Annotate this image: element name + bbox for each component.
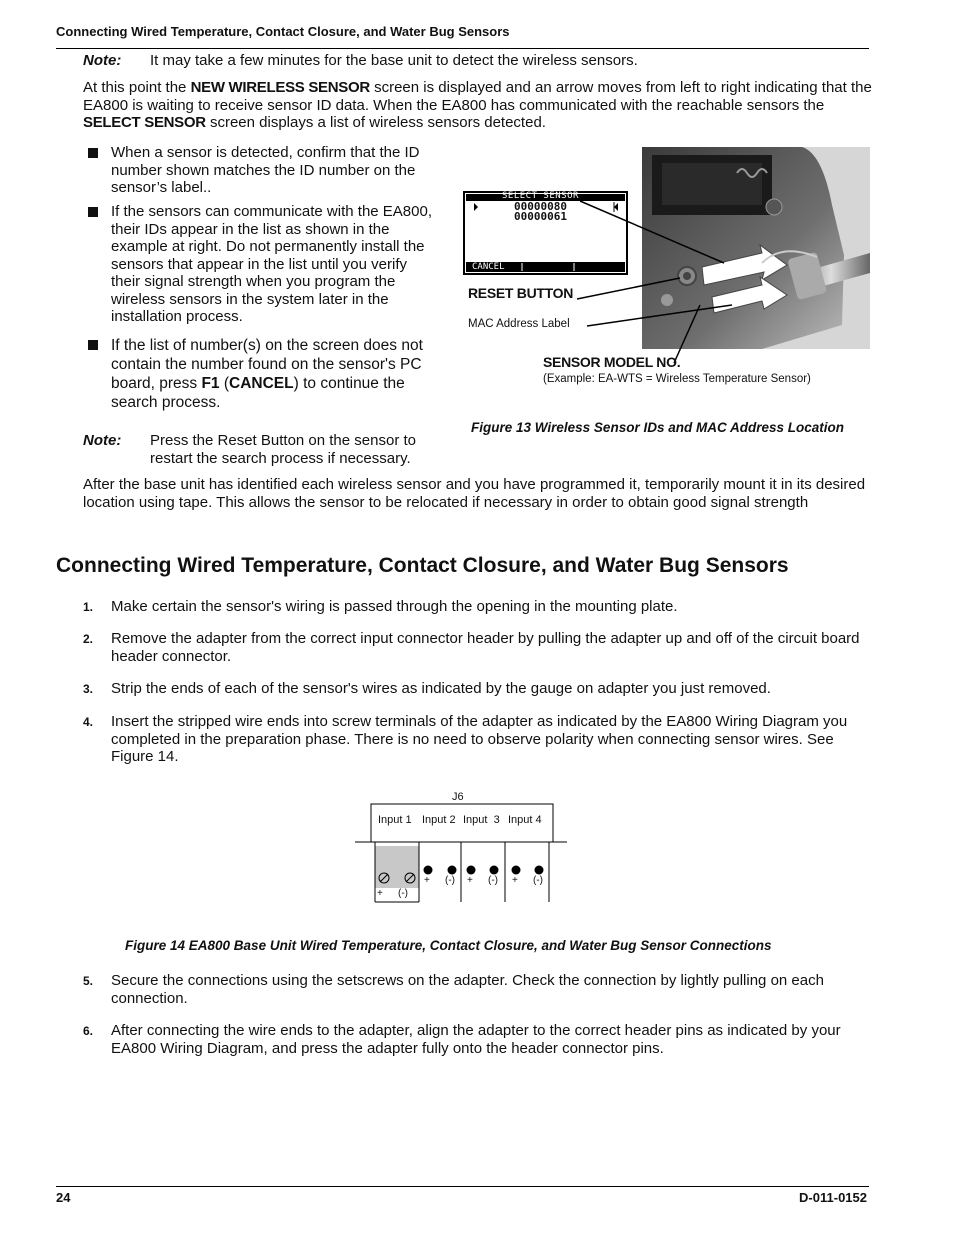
intro-paragraph: At this point the NEW WIRELESS SENSOR screen is displayed and an arrow moves from left to right indicating that the EA800 is waiting to receive sensor ID data. When the EA800 has communicated with the reachable sensors the SELECT SENSOR screen displays a list of wireless sensors detected. [83, 79, 872, 131]
input-label: Input 1 [378, 814, 412, 826]
sensor-model-label: SENSOR MODEL NO. [543, 354, 681, 370]
lcd-id: 00000061 [514, 210, 567, 223]
step-item: 2. Remove the adapter from the correct input connector header by pulling the adapter up and off of the circuit board header connector. [83, 630, 860, 665]
minus-label: (-) [488, 875, 498, 886]
figure-14-caption: Figure 14 EA800 Base Unit Wired Temperature, Contact Closure, and Water Bug Sensor Connections [125, 938, 772, 953]
step-item: 1. Make certain the sensor's wiring is passed through the opening in the mounting plate. [83, 598, 678, 615]
minus-label: (-) [533, 875, 543, 886]
note-text: Press the Reset Button on the sensor to restart the search process if necessary. [150, 432, 416, 467]
plus-label: + [512, 875, 518, 886]
bullet-item: When a sensor is detected, confirm that the ID number shown matches the ID number on the sensor’s label.. [88, 144, 438, 197]
bullet-marker [88, 148, 98, 158]
step-item: 3. Strip the ends of each of the sensor's wires as indicated by the gauge on adapter you just removed. [83, 680, 771, 697]
bullet-item: If the list of number(s) on the screen does not contain the number found on the sensor's PC board, press F1 (CANCEL) to continue the search process. [88, 336, 438, 412]
figure-14-connector-diagram [355, 788, 570, 908]
step-item: 4. Insert the stripped wire ends into screw terminals of the adapter as indicated by the EA800 Wiring Diagram you completed in the preparation phase. There is no need to observe polarity when connecting sensor wires. See Figure 14. [83, 713, 848, 765]
input-label: Input 4 [508, 814, 542, 826]
note-label: Note: [83, 52, 122, 69]
paragraph: After the base unit has identified each wireless sensor and you have programmed it, temporarily mount it in its desired location using tape. This allows the sensor to be relocated if necessary in order to obtain good signal strength [83, 476, 866, 511]
figure-13 [462, 145, 872, 405]
step-item: 5. Secure the connections using the setscrews on the adapter. Check the connection by lightly pulling on each connection. [83, 972, 824, 1007]
connector-label: J6 [452, 791, 464, 803]
reset-button-label: RESET BUTTON [468, 285, 574, 301]
minus-label: (-) [398, 888, 408, 899]
lcd-id: 00000080 [514, 200, 567, 213]
figure-13-caption: Figure 13 Wireless Sensor IDs and MAC Address Location [471, 420, 844, 435]
step-item: 6. After connecting the wire ends to the adapter, align the adapter to the correct header pins as indicated by your EA800 Wiring Diagram, and press the adapter fully onto the header connector pins. [83, 1022, 841, 1057]
plus-label: + [377, 888, 383, 899]
lcd-cancel-label: CANCEL [472, 262, 505, 272]
bullet-item: If the sensors can communicate with the EA800, their IDs appear in the list as shown in the example at right. Do not permanently install the sensors that appear in the list until you verify their signal strength when you program the wireless sensors in the system later in the installation process. [88, 203, 438, 326]
sensor-model-example: (Example: EA-WTS = Wireless Temperature Sensor) [543, 373, 811, 385]
input-label: Input 3 [463, 814, 500, 826]
bullet-marker [88, 340, 98, 350]
footer-rule [56, 1186, 869, 1187]
input-label: Input 2 [422, 814, 456, 826]
section-title: Connecting Wired Temperature, Contact Closure, and Water Bug Sensors [56, 554, 789, 577]
plus-label: + [424, 875, 430, 886]
plus-label: + [467, 875, 473, 886]
header-rule [56, 48, 869, 49]
bullet-marker [88, 207, 98, 217]
note-text: It may take a few minutes for the base unit to detect the wireless sensors. [150, 52, 638, 69]
mac-address-label: MAC Address Label [468, 318, 570, 330]
running-header: Connecting Wired Temperature, Contact Closure, and Water Bug Sensors [56, 24, 510, 39]
document-number: D-011-0152 [799, 1190, 867, 1205]
minus-label: (-) [445, 875, 455, 886]
page-number: 24 [56, 1190, 71, 1205]
note-label: Note: [83, 432, 122, 449]
lcd-title: SELECT SENSOR [502, 191, 579, 201]
